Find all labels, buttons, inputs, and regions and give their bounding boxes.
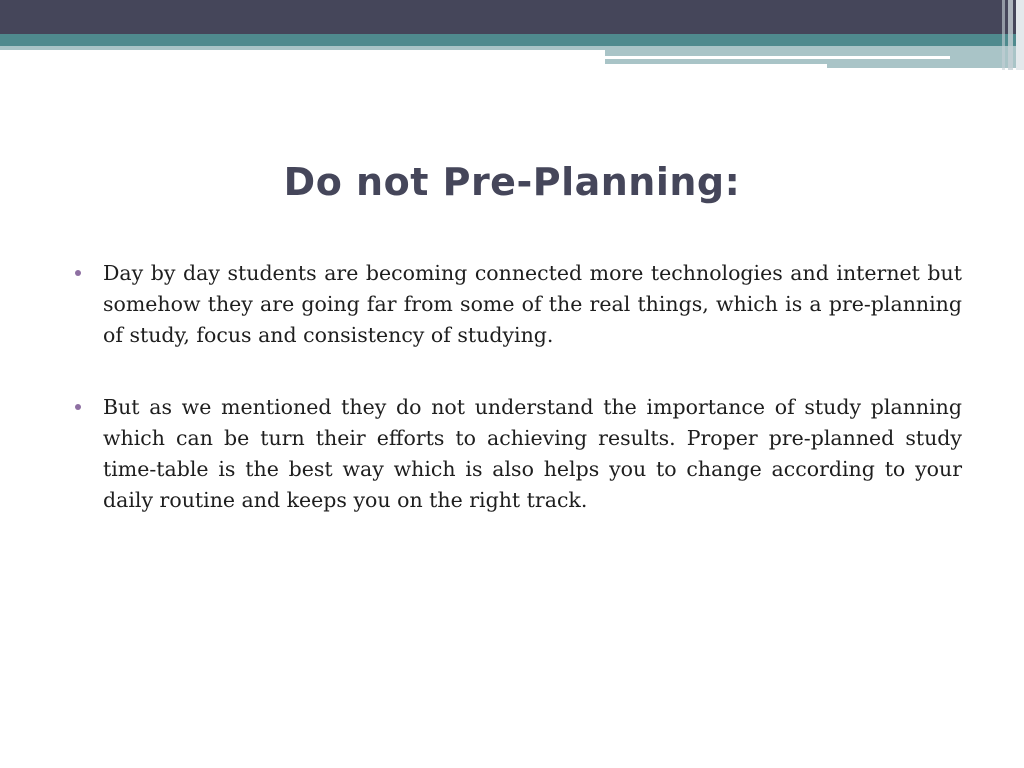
bullet-dot-icon	[75, 270, 81, 276]
header-band-teal	[0, 34, 1024, 46]
header-accent-line-short	[605, 64, 827, 68]
stripe	[1008, 0, 1013, 70]
header-band-light-left	[0, 46, 605, 50]
stripe	[1016, 0, 1024, 70]
bullet-item	[72, 392, 962, 516]
slide-title: Do not Pre-Planning:	[283, 160, 741, 204]
header-accent-line	[605, 56, 950, 59]
bullet-list	[72, 258, 962, 557]
header-vertical-stripes	[992, 0, 1024, 70]
bullet-text: But as we mentioned they do not understand the importance of study planning which can be turn their efforts to achieving results. Proper pre-planned study time-table is the best way which is also helps you to change according to your daily routine and keeps you on the right track.	[103, 395, 962, 512]
bullet-item	[72, 258, 962, 351]
bullet-dot-icon	[75, 404, 81, 410]
bullet-text: Day by day students are becoming connected more technologies and internet but somehow they are going far from some of the real things, which is a pre-planning of study, focus and consistency of studying.	[103, 261, 962, 347]
stripe	[1002, 0, 1005, 70]
header-band-dark	[0, 0, 1024, 34]
